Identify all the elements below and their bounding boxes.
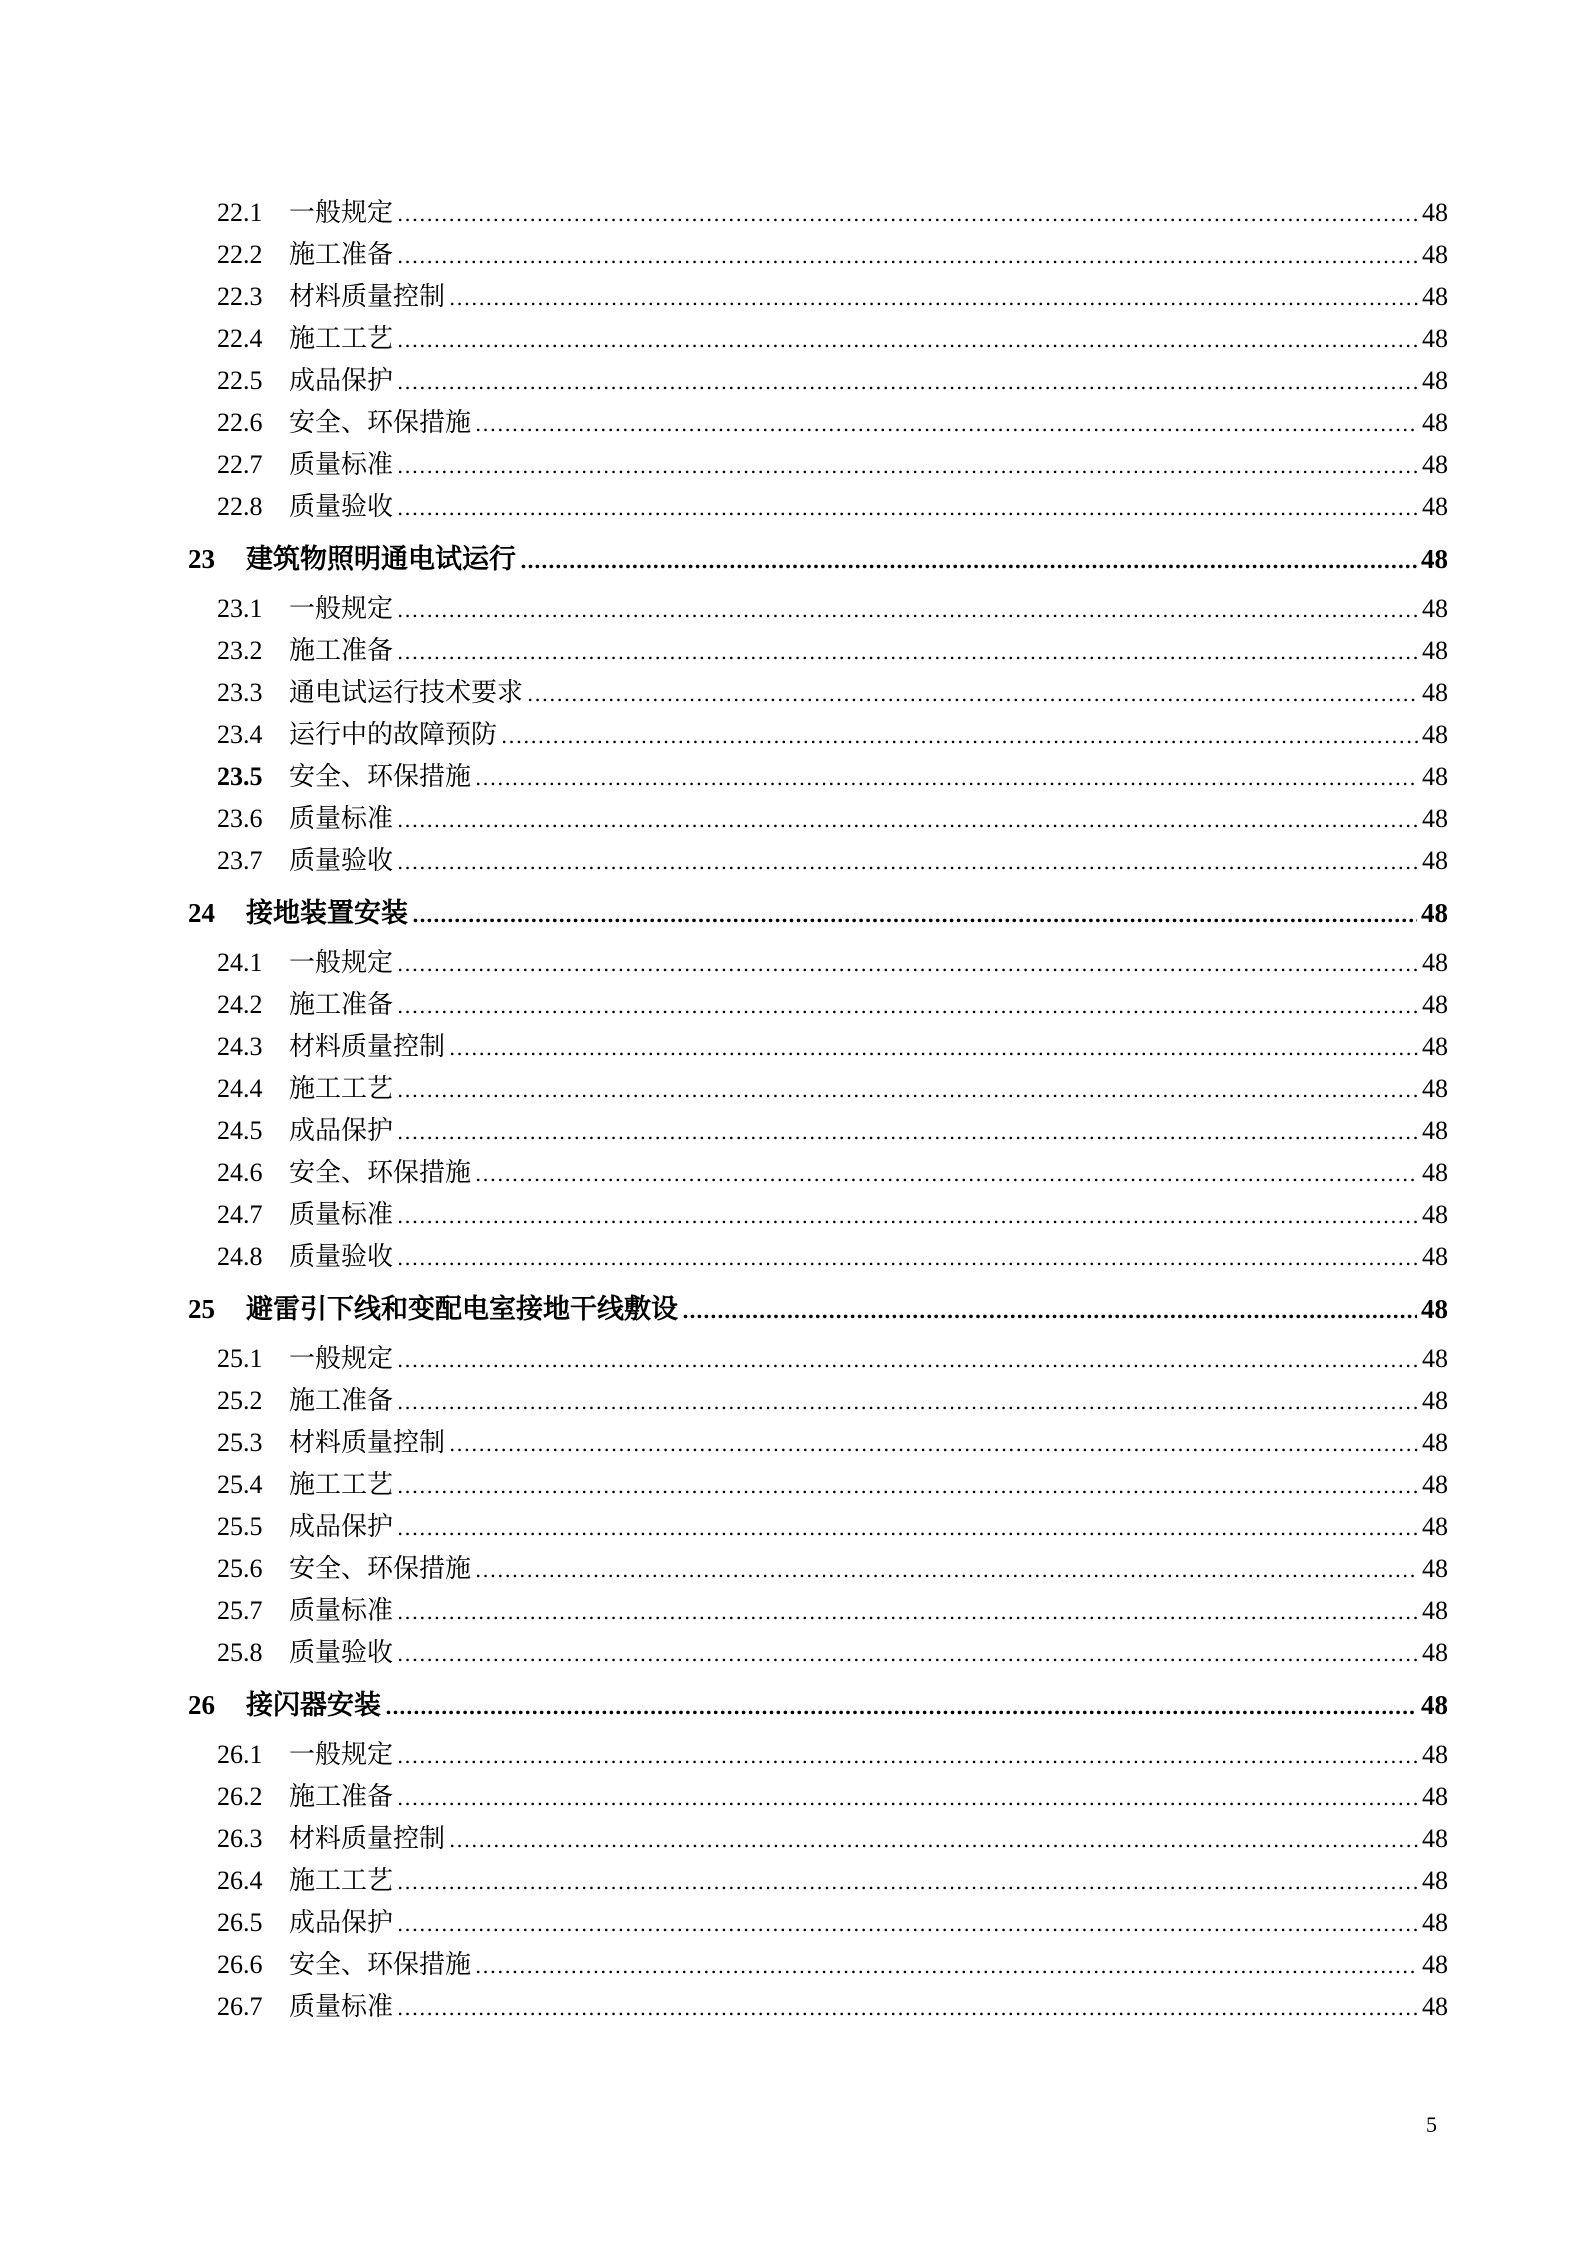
toc-section-entry[interactable] [188, 1068, 1448, 1110]
toc-entry-number: 23.3 [217, 678, 263, 707]
toc-entry-page: 48 [1421, 1690, 1448, 1720]
toc-entry-page: 48 [1422, 1032, 1448, 1061]
toc-entry-title: 施工准备 [289, 1782, 394, 1812]
toc-entry-number: 24 [188, 898, 215, 928]
toc-entry-title: 安全、环保措施 [289, 408, 472, 438]
toc-entry-title: 安全、环保措施 [289, 1554, 472, 1584]
toc-section-entry[interactable] [188, 1986, 1448, 2028]
toc-entry-number: 24.3 [217, 1032, 263, 1061]
toc-entry-page: 48 [1422, 1512, 1448, 1541]
toc-entry-number: 22.8 [217, 492, 263, 521]
toc-section-entry[interactable] [188, 1236, 1448, 1278]
toc-entry-title: 质量标准 [289, 1200, 394, 1230]
toc-entry-title: 施工准备 [289, 636, 394, 666]
toc-entry-number: 24.5 [217, 1116, 263, 1145]
toc-section-entry[interactable] [188, 444, 1448, 486]
toc-chapter-entry[interactable] [188, 1278, 1448, 1338]
toc-entry-page: 48 [1422, 366, 1448, 395]
toc-entry-title: 安全、环保措施 [289, 762, 472, 792]
toc-section-entry[interactable] [188, 1734, 1448, 1776]
dot-leader [397, 588, 1418, 630]
dot-leader [475, 1152, 1418, 1194]
toc-entry-page: 48 [1422, 990, 1448, 1019]
toc-section-entry[interactable] [188, 1902, 1448, 1944]
toc-entry-title: 通电试运行技术要求 [289, 678, 524, 708]
toc-entry-title: 安全、环保措施 [289, 1950, 472, 1980]
toc-entry-number: 22.3 [217, 282, 263, 311]
toc-entry-title: 质量标准 [289, 804, 394, 834]
toc-entry-number: 25.2 [217, 1386, 263, 1415]
toc-entry-title: 施工准备 [289, 240, 394, 270]
toc-entry-number: 25.5 [217, 1512, 263, 1541]
toc-entry-page: 48 [1422, 240, 1448, 269]
toc-entry-number: 25.4 [217, 1470, 263, 1499]
toc-entry-page: 48 [1422, 594, 1448, 623]
toc-entry-page: 48 [1422, 1950, 1448, 1979]
toc-section-entry[interactable] [188, 1338, 1448, 1380]
toc-entry-number: 22.6 [217, 408, 263, 437]
toc-entry-page: 48 [1422, 1824, 1448, 1853]
toc-entry-number: 24.7 [217, 1200, 263, 1229]
toc-entry-title: 质量标准 [289, 450, 394, 480]
toc-entry-number: 23.2 [217, 636, 263, 665]
toc-entry-title: 材料质量控制 [289, 282, 446, 312]
dot-leader [397, 798, 1418, 840]
toc-entry-number: 26.5 [217, 1908, 263, 1937]
toc-entry-page: 48 [1422, 804, 1448, 833]
toc-entry-number: 26.7 [217, 1992, 263, 2021]
toc-entry-page: 48 [1422, 1596, 1448, 1625]
dot-leader [397, 1338, 1418, 1380]
toc-section-entry[interactable] [188, 798, 1448, 840]
toc-section-entry[interactable] [188, 840, 1448, 882]
toc-entry-title: 质量验收 [289, 1638, 394, 1668]
toc-entry-page: 48 [1422, 1992, 1448, 2021]
toc-entry-page: 48 [1422, 1866, 1448, 1895]
toc-section-entry[interactable] [188, 756, 1448, 798]
dot-leader [397, 1986, 1418, 2028]
toc-entry-number: 23.5 [217, 762, 263, 791]
dot-leader [397, 1110, 1418, 1152]
toc-entry-page: 48 [1422, 1200, 1448, 1229]
toc-section-entry[interactable] [188, 672, 1448, 714]
toc-entry-number: 23.7 [217, 846, 263, 875]
dot-leader [520, 531, 1417, 588]
toc-entry-number: 22.7 [217, 450, 263, 479]
dot-leader [449, 1818, 1418, 1860]
dot-leader [397, 840, 1418, 882]
toc-entry-page: 48 [1422, 948, 1448, 977]
toc-entry-number: 25.7 [217, 1596, 263, 1625]
toc-section-entry[interactable] [188, 276, 1448, 318]
toc-entry-number: 26.6 [217, 1950, 263, 1979]
toc-entry-number: 22.5 [217, 366, 263, 395]
toc-entry-number: 26.3 [217, 1824, 263, 1853]
toc-section-entry[interactable] [188, 984, 1448, 1026]
page-number: 5 [1426, 2112, 1437, 2137]
toc-section-entry[interactable] [188, 402, 1448, 444]
dot-leader [412, 885, 1417, 942]
toc-section-entry[interactable] [188, 192, 1448, 234]
toc-entry-page: 48 [1422, 1386, 1448, 1415]
dot-leader [397, 1068, 1418, 1110]
table-of-contents [188, 192, 1448, 2028]
toc-entry-page: 48 [1422, 1428, 1448, 1457]
dot-leader [475, 1944, 1418, 1986]
toc-section-entry[interactable] [188, 1776, 1448, 1818]
toc-entry-page: 48 [1422, 282, 1448, 311]
toc-section-entry[interactable] [188, 1548, 1448, 1590]
toc-entry-title: 一般规定 [289, 948, 394, 978]
toc-entry-title: 质量标准 [289, 1992, 394, 2022]
dot-leader [397, 630, 1418, 672]
toc-entry-title: 建筑物照明通电试运行 [246, 544, 516, 575]
dot-leader [397, 1632, 1418, 1674]
toc-entry-page: 48 [1421, 544, 1448, 574]
toc-entry-page: 48 [1422, 1638, 1448, 1667]
dot-leader [501, 714, 1418, 756]
toc-chapter-entry[interactable] [188, 1674, 1448, 1734]
toc-entry-title: 一般规定 [289, 198, 394, 228]
toc-entry-number: 25.8 [217, 1638, 263, 1667]
toc-entry-number: 23.1 [217, 594, 263, 623]
dot-leader [385, 1677, 1417, 1734]
dot-leader [475, 756, 1418, 798]
toc-entry-title: 施工准备 [289, 990, 394, 1020]
toc-section-entry[interactable] [188, 1464, 1448, 1506]
toc-entry-page: 48 [1422, 1116, 1448, 1145]
toc-entry-title: 运行中的故障预防 [289, 720, 498, 750]
toc-entry-title: 避雷引下线和变配电室接地干线敷设 [246, 1294, 678, 1325]
dot-leader [397, 984, 1418, 1026]
toc-entry-page: 48 [1421, 898, 1448, 928]
dot-leader [397, 1734, 1418, 1776]
toc-entry-page: 48 [1422, 846, 1448, 875]
toc-entry-title: 成品保护 [289, 1512, 394, 1542]
toc-entry-page: 48 [1422, 636, 1448, 665]
toc-entry-number: 25.6 [217, 1554, 263, 1583]
dot-leader [475, 1548, 1418, 1590]
toc-chapter-entry[interactable] [188, 528, 1448, 588]
dot-leader [397, 1902, 1418, 1944]
toc-section-entry[interactable] [188, 714, 1448, 756]
toc-entry-title: 安全、环保措施 [289, 1158, 472, 1188]
toc-entry-page: 48 [1422, 1344, 1448, 1373]
toc-entry-page: 48 [1422, 198, 1448, 227]
toc-entry-page: 48 [1422, 762, 1448, 791]
toc-section-entry[interactable] [188, 1590, 1448, 1632]
toc-section-entry[interactable] [188, 1152, 1448, 1194]
toc-entry-number: 26.2 [217, 1782, 263, 1811]
toc-entry-page: 48 [1422, 1242, 1448, 1271]
dot-leader [397, 1236, 1418, 1278]
dot-leader [397, 318, 1418, 360]
toc-entry-title: 成品保护 [289, 1116, 394, 1146]
dot-leader [397, 1380, 1418, 1422]
toc-chapter-entry[interactable] [188, 882, 1448, 942]
toc-entry-title: 施工工艺 [289, 1074, 394, 1104]
toc-section-entry[interactable] [188, 318, 1448, 360]
toc-section-entry[interactable] [188, 1194, 1448, 1236]
toc-section-entry[interactable] [188, 630, 1448, 672]
toc-section-entry[interactable] [188, 942, 1448, 984]
toc-entry-number: 22.1 [217, 198, 263, 227]
toc-entry-title: 材料质量控制 [289, 1032, 446, 1062]
toc-entry-number: 23.6 [217, 804, 263, 833]
toc-entry-title: 一般规定 [289, 594, 394, 624]
toc-entry-title: 一般规定 [289, 1740, 394, 1770]
dot-leader [449, 1422, 1418, 1464]
toc-entry-number: 25.3 [217, 1428, 263, 1457]
toc-section-entry[interactable] [188, 1944, 1448, 1986]
toc-section-entry[interactable] [188, 1860, 1448, 1902]
toc-entry-title: 施工工艺 [289, 1866, 394, 1896]
dot-leader [682, 1281, 1417, 1338]
toc-entry-page: 48 [1422, 720, 1448, 749]
dot-leader [449, 276, 1418, 318]
toc-section-entry[interactable] [188, 1422, 1448, 1464]
toc-entry-number: 25 [188, 1294, 215, 1324]
dot-leader [397, 486, 1418, 528]
dot-leader [527, 672, 1418, 714]
toc-entry-page: 48 [1422, 678, 1448, 707]
toc-entry-page: 48 [1422, 1158, 1448, 1187]
toc-section-entry[interactable] [188, 1110, 1448, 1152]
dot-leader [397, 1194, 1418, 1236]
dot-leader [475, 402, 1418, 444]
toc-entry-page: 48 [1422, 1782, 1448, 1811]
toc-entry-number: 24.8 [217, 1242, 263, 1271]
toc-section-entry[interactable] [188, 1026, 1448, 1068]
toc-entry-title: 质量验收 [289, 846, 394, 876]
toc-section-entry[interactable] [188, 360, 1448, 402]
dot-leader [397, 234, 1418, 276]
toc-entry-page: 48 [1422, 1074, 1448, 1103]
toc-entry-title: 材料质量控制 [289, 1428, 446, 1458]
toc-entry-title: 接地装置安装 [246, 898, 408, 929]
toc-section-entry[interactable] [188, 1632, 1448, 1674]
toc-entry-page: 48 [1422, 1470, 1448, 1499]
toc-entry-page: 48 [1422, 1554, 1448, 1583]
dot-leader [397, 1776, 1418, 1818]
toc-entry-title: 成品保护 [289, 366, 394, 396]
toc-entry-page: 48 [1421, 1294, 1448, 1324]
toc-entry-number: 26.4 [217, 1866, 263, 1895]
toc-section-entry[interactable] [188, 1818, 1448, 1860]
toc-entry-number: 23 [188, 544, 215, 574]
dot-leader [397, 1464, 1418, 1506]
toc-entry-title: 质量验收 [289, 492, 394, 522]
dot-leader [449, 1026, 1418, 1068]
toc-entry-title: 施工准备 [289, 1386, 394, 1416]
toc-entry-number: 24.4 [217, 1074, 263, 1103]
toc-entry-number: 26.1 [217, 1740, 263, 1769]
toc-entry-page: 48 [1422, 408, 1448, 437]
toc-entry-title: 材料质量控制 [289, 1824, 446, 1854]
toc-entry-page: 48 [1422, 1908, 1448, 1937]
toc-entry-title: 一般规定 [289, 1344, 394, 1374]
toc-entry-title: 质量标准 [289, 1596, 394, 1626]
toc-section-entry[interactable] [188, 486, 1448, 528]
toc-section-entry[interactable] [188, 1506, 1448, 1548]
toc-entry-page: 48 [1422, 492, 1448, 521]
toc-entry-number: 26 [188, 1690, 215, 1720]
dot-leader [397, 1590, 1418, 1632]
toc-entry-page: 48 [1422, 324, 1448, 353]
toc-entry-title: 施工工艺 [289, 324, 394, 354]
toc-section-entry[interactable] [188, 1380, 1448, 1422]
toc-entry-number: 25.1 [217, 1344, 263, 1373]
toc-entry-page: 48 [1422, 450, 1448, 479]
toc-entry-title: 施工工艺 [289, 1470, 394, 1500]
toc-entry-page: 48 [1422, 1740, 1448, 1769]
toc-section-entry[interactable] [188, 588, 1448, 630]
toc-entry-number: 24.2 [217, 990, 263, 1019]
toc-entry-title: 质量验收 [289, 1242, 394, 1272]
toc-entry-title: 成品保护 [289, 1908, 394, 1938]
toc-section-entry[interactable] [188, 234, 1448, 276]
dot-leader [397, 942, 1418, 984]
toc-entry-number: 24.6 [217, 1158, 263, 1187]
dot-leader [397, 1506, 1418, 1548]
toc-entry-number: 24.1 [217, 948, 263, 977]
dot-leader [397, 1860, 1418, 1902]
toc-entry-number: 23.4 [217, 720, 263, 749]
toc-entry-title: 接闪器安装 [246, 1690, 381, 1721]
dot-leader [397, 192, 1418, 234]
toc-entry-number: 22.4 [217, 324, 263, 353]
dot-leader [397, 360, 1418, 402]
toc-entry-number: 22.2 [217, 240, 263, 269]
dot-leader [397, 444, 1418, 486]
